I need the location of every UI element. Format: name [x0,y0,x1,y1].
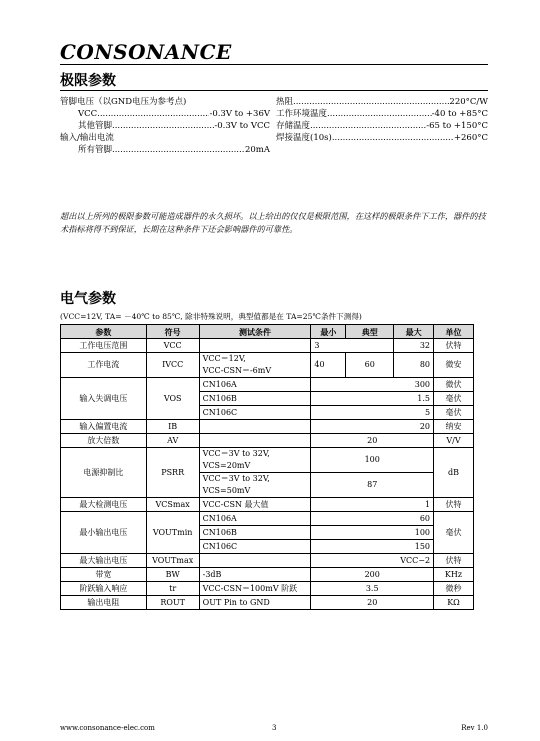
typ-cell: 20 [311,596,434,610]
spec-list-item [276,120,488,132]
header-cell: 符号 [146,325,199,339]
typ-cell: 3.5 [311,582,434,596]
table-row [61,512,474,526]
table-row [61,378,474,392]
spec-label: VCC [78,109,98,119]
header-rule [60,64,488,65]
table-row [61,568,474,582]
footer-url: www.consonance-elec.com [60,724,155,732]
header-cell: 最大 [394,325,434,339]
condition-cell [199,353,311,378]
condition-cell [199,434,311,448]
symbol-cell: VCC [146,339,199,353]
unit-cell: 伏特 [434,554,474,568]
header-cell: 单位 [434,325,474,339]
dot-leader [332,132,454,144]
condition-cell: VCC-CSN 最大值 [199,498,311,512]
param-cell: 最大输出电压 [61,554,147,568]
condition-line: VCS=20mV [202,461,251,470]
table-row [61,582,474,596]
spec-list-item [60,120,270,132]
table-row [61,339,474,353]
max-cell: 60 [311,512,434,526]
spec-label: 其他管脚 [78,121,113,131]
condition-cell: VCC-CSN＝100mV 阶跃 [199,582,311,596]
unit-cell: dB [434,448,474,498]
typ-cell: 20 [311,434,434,448]
dot-leader [327,108,432,120]
spec-list-item [276,132,488,144]
spec-label: 热阻 [276,97,294,107]
max-cell: 80 [394,353,434,378]
unit-cell: KΩ [434,596,474,610]
unit-cell: 纳安 [434,420,474,434]
condition-cell: -3dB [199,568,311,582]
footer-page-number: 3 [272,724,277,732]
typ-cell: 200 [311,568,434,582]
unit-cell: 伏特 [434,339,474,353]
unit-cell: 毫伏 [434,406,474,420]
dot-leader [112,144,245,156]
param-cell: 放大倍数 [61,434,147,448]
header-cell: 测试条件 [199,325,311,339]
param-cell: 输入失调电压 [61,378,147,420]
spec-value: 20mA [244,145,270,155]
condition-line: VCC＝3V to 32V, [202,449,270,458]
header-cell: 最小 [311,325,346,339]
condition-cell: CN106C [199,540,311,554]
table-row [61,420,474,434]
max-cell: 100 [311,526,434,540]
spec-value: -0.3V to VCC [214,121,270,131]
symbol-cell: VOS [146,378,199,420]
spec-label: 所有管脚 [78,145,113,155]
dot-leader [112,120,214,132]
spec-value: 220°C/W [449,97,488,107]
spec-label: 输入/输出电流 [60,133,114,143]
param-cell: 最小输出电压 [61,512,147,554]
symbol-cell: VCSmax [146,498,199,512]
condition-line: VCC＝3V to 32V, [202,474,270,483]
spec-value: +260°C [453,133,488,143]
param-cell: 工作电流 [61,353,147,378]
section-title-absolute-max: 极限参数 [60,73,116,89]
typ-cell: 87 [311,473,434,498]
spec-value: -0.3V to +36V [209,109,270,119]
param-cell: 最大检测电压 [61,498,147,512]
symbol-cell: ROUT [146,596,199,610]
max-cell: 5 [311,406,434,420]
table-row [61,554,474,568]
spec-label: 管脚电压（以GND电压为参考点) [60,97,187,107]
footer-revision: Rev 1.0 [461,724,488,732]
min-cell: 40 [311,353,346,378]
unit-cell: V/V [434,434,474,448]
unit-cell: KHz [434,568,474,582]
condition-cell [199,473,311,498]
param-cell: 输入偏置电流 [61,420,147,434]
symbol-cell: tr [146,582,199,596]
condition-cell: CN106A [199,378,311,392]
param-cell: 工作电压范围 [61,339,147,353]
brand-logo: CONSONANCE [60,40,232,64]
param-cell: 阶跃输入响应 [61,582,147,596]
header-cell: 参数 [61,325,147,339]
condition-cell [199,554,311,568]
spec-list-item [60,132,270,144]
table-row [61,448,474,473]
symbol-cell: AV [146,434,199,448]
condition-cell: CN106B [199,526,311,540]
max-cell: 150 [311,540,434,554]
table-row [61,596,474,610]
typ-cell: 60 [346,353,394,378]
min-cell: 3 [311,339,394,353]
symbol-cell: IB [146,420,199,434]
table-row [61,353,474,378]
table-row [61,498,474,512]
spec-list-item [276,108,488,120]
param-cell: 电源抑制比 [61,448,147,498]
condition-cell [199,448,311,473]
symbol-cell: BW [146,568,199,582]
unit-cell: 伏特 [434,498,474,512]
spec-list-item [60,96,270,108]
max-cell: 1.5 [311,392,434,406]
condition-cell: CN106A [199,512,311,526]
typ-cell: 100 [311,448,434,473]
max-cell: 20 [311,420,434,434]
section-rule [60,90,488,91]
spec-label: 存储温度 [276,121,311,131]
condition-line: VCC＝12V, [202,354,246,363]
electrical-spec-table [60,324,474,610]
spec-list-item [276,96,488,108]
header-cell: 典型 [346,325,394,339]
abs-max-left-list [60,96,270,156]
symbol-cell: VOUTmax [146,554,199,568]
param-cell: 输出电阻 [61,596,147,610]
spec-list-item [60,144,270,156]
condition-cell: CN106B [199,392,311,406]
unit-cell: 微伏 [434,378,474,392]
symbol-cell: PSRR [146,448,199,498]
condition-cell [199,339,311,353]
abs-max-right-list [276,96,488,144]
condition-line: VCS=50mV [202,486,251,495]
max-cell: 1 [311,498,434,512]
condition-line: VCC-CSN＝-6mV [202,366,272,375]
max-cell: 32 [394,339,434,353]
spec-list-item [60,108,270,120]
spec-value: -65 to +150°C [426,121,488,131]
max-cell: VCC−2 [311,554,434,568]
unit-cell: 微安 [434,353,474,378]
dot-leader [310,120,426,132]
spec-label: 工作环境温度 [276,109,328,119]
condition-cell: CN106C [199,406,311,420]
unit-cell: 毫伏 [434,512,474,554]
dot-leader [293,96,449,108]
spec-value: -40 to +85°C [431,109,488,119]
symbol-cell: VOUTmin [146,512,199,554]
symbol-cell: IVCC [146,353,199,378]
abs-max-note: 超出以上所列的极限参数可能造成器件的永久损坏。以上给出的仅仅是极限范围，在这样的极限条件下工作，器件的技术指标将得不到保证，长期在这种条件下还会影响器件的可靠性。 [60,211,486,234]
dot-leader [97,108,209,120]
unit-cell: 毫伏 [434,392,474,406]
unit-cell: 微秒 [434,582,474,596]
param-cell: 带宽 [61,568,147,582]
condition-cell: OUT Pin to GND [199,596,311,610]
spec-label: 焊接温度(10s) [276,133,332,143]
condition-cell [199,420,311,434]
test-condition: (VCC=12V, TA= －40℃ to 85℃, 除非特殊说明，典型值都是在 TA=25℃条件下测得) [60,312,362,321]
section-title-electrical: 电气参数 [60,291,116,307]
max-cell: 300 [311,378,434,392]
table-header-row [61,325,474,339]
table-row [61,434,474,448]
